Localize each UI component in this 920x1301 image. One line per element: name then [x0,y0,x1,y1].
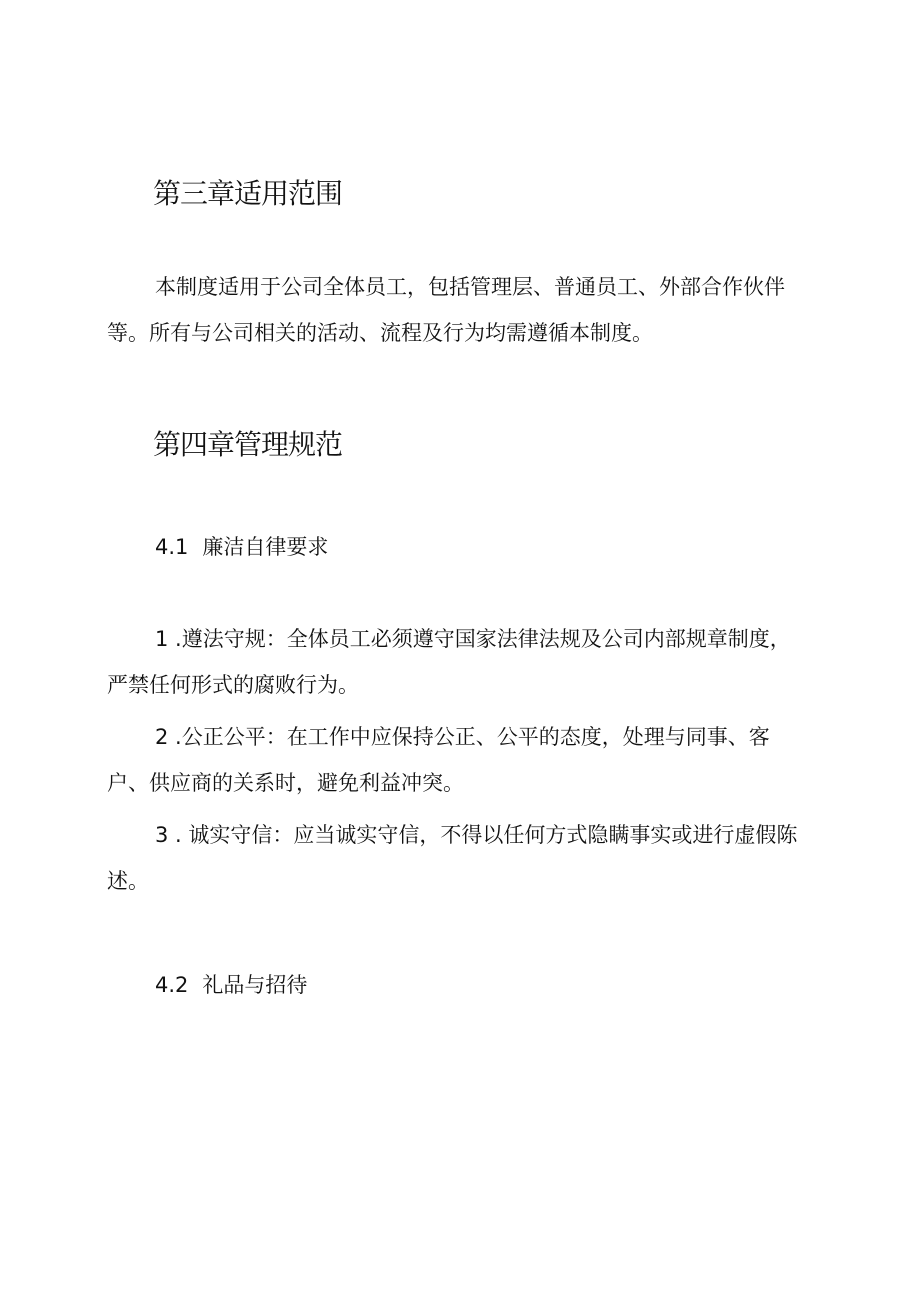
paragraph-line: 本制度适用于公司全体员工，包括管理层、普通员工、外部合作伙伴 [155,275,785,299]
section-title: 廉洁自律要求 [202,535,329,559]
list-item-1 [107,616,823,708]
list-item-3 [107,812,823,904]
section-number: 4.1 [155,535,189,559]
list-item-line: 2 .公正公平：在工作中应保持公正、公平的态度，处理与同事、客 [155,725,770,749]
list-item-line: 户、供应商的关系时，避免利益冲突。 [107,771,464,795]
chapter-4-title: 第四章管理规范 [153,428,343,461]
chapter-3-title: 第三章适用范围 [153,177,343,210]
list-item-2 [107,714,823,806]
section-4-1-heading [155,532,328,562]
paragraph-line: 等。所有与公司相关的活动、流程及行为均需遵循本制度。 [107,321,653,345]
section-number: 4.2 [155,973,189,997]
list-item-line: 1 .遵法守规：全体员工必须遵守国家法律法规及公司内部规章制度， [155,627,791,651]
chapter-3-paragraph [107,264,823,356]
section-4-2-heading [155,970,307,1000]
list-item-line: 述。 [107,869,149,893]
list-item-line: 严禁任何形式的腐败行为。 [107,673,359,697]
section-title: 礼品与招待 [202,973,308,997]
list-item-line: 3 . 诚实守信：应当诚实守信，不得以任何方式隐瞒事实或进行虚假陈 [155,823,798,847]
